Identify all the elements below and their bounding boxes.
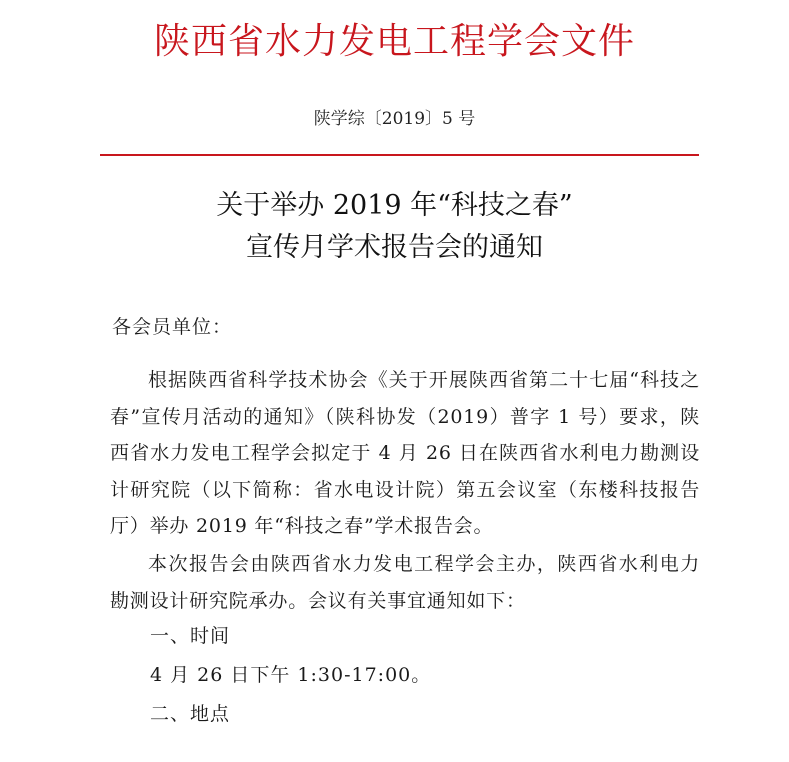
body-paragraph-1: 根据陕西省科学技术协会《关于开展陕西省第二十七届“科技之春”宣传月活动的通知》（陕科协发（2019）普字 1 号）要求，陕西省水力发电工程学会拟定于 4 月 26 日在陕西省水利电力勘测设计研究院（以下简称：省水电设计院）第五会议室（东楼科技报告厅）举办 2019 年“科技之春”学术报告会。 — [110, 369, 700, 537]
section-time-heading: 一、时间 — [150, 625, 231, 647]
section-location-heading: 二、地点 — [150, 703, 231, 725]
red-divider-line — [100, 154, 699, 156]
notice-title-line-2: 宣传月学术报告会的通知 — [246, 232, 543, 263]
body-paragraph-2: 本次报告会由陕西省水力发电工程学会主办，陕西省水利电力勘测设计研究院承办。会议有关事宜通知如下： — [110, 553, 700, 612]
salutation: 各会员单位： — [112, 316, 233, 338]
section-time-value: 4 月 26 日下午 1:30-17:00。 — [150, 664, 432, 686]
notice-title-line-1: 关于举办 2019 年“科技之春” — [216, 190, 573, 221]
document-number: 陕学综〔2019〕5 号 — [313, 109, 476, 129]
organization-header-title: 陕西省水力发电工程学会文件 — [153, 21, 635, 62]
